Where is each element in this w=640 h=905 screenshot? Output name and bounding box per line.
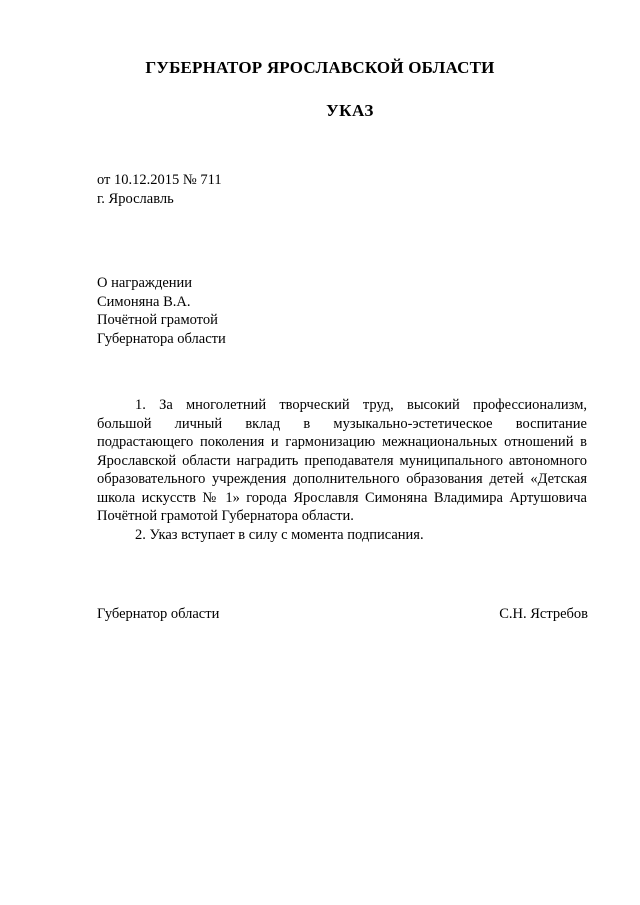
subject-line: О награждении [97, 275, 193, 291]
subject-line: Симоняна В.А. [97, 293, 191, 310]
subject-line: Почётной грамотой [97, 312, 218, 328]
date-number: от 10.12.2015 № 711 [97, 172, 222, 188]
paragraph-2: 2. Указ вступает в силу с момента подписания. [135, 526, 424, 543]
signature-name: С.Н. Ястребов [499, 606, 588, 622]
document-type: УКАЗ [326, 101, 374, 120]
subject-line: Губернатора области [97, 330, 226, 347]
document-title: ГУБЕРНАТОР ЯРОСЛАВСКОЙ ОБЛАСТИ [145, 58, 495, 77]
city: г. Ярославль [97, 190, 174, 207]
signature-position: Губернатор области [97, 606, 220, 622]
document-meta [97, 171, 222, 208]
document-body [97, 396, 587, 544]
paragraph-1: 1. За многолетний творческий труд, высокий профессионализм, большой личный вклад в музыкально-эстетическое воспитание подрастающего поколения и гармонизацию межнациональных отношений в Ярославской области наградить преподавателя муниципального автономного образовательного учреждения дополнительного образования детей «Детская школа искусств № 1» города Ярославля Симоняна Владимира Артушовича Почётной грамотой Губернатора области. [97, 397, 587, 524]
document-subject [97, 274, 226, 348]
